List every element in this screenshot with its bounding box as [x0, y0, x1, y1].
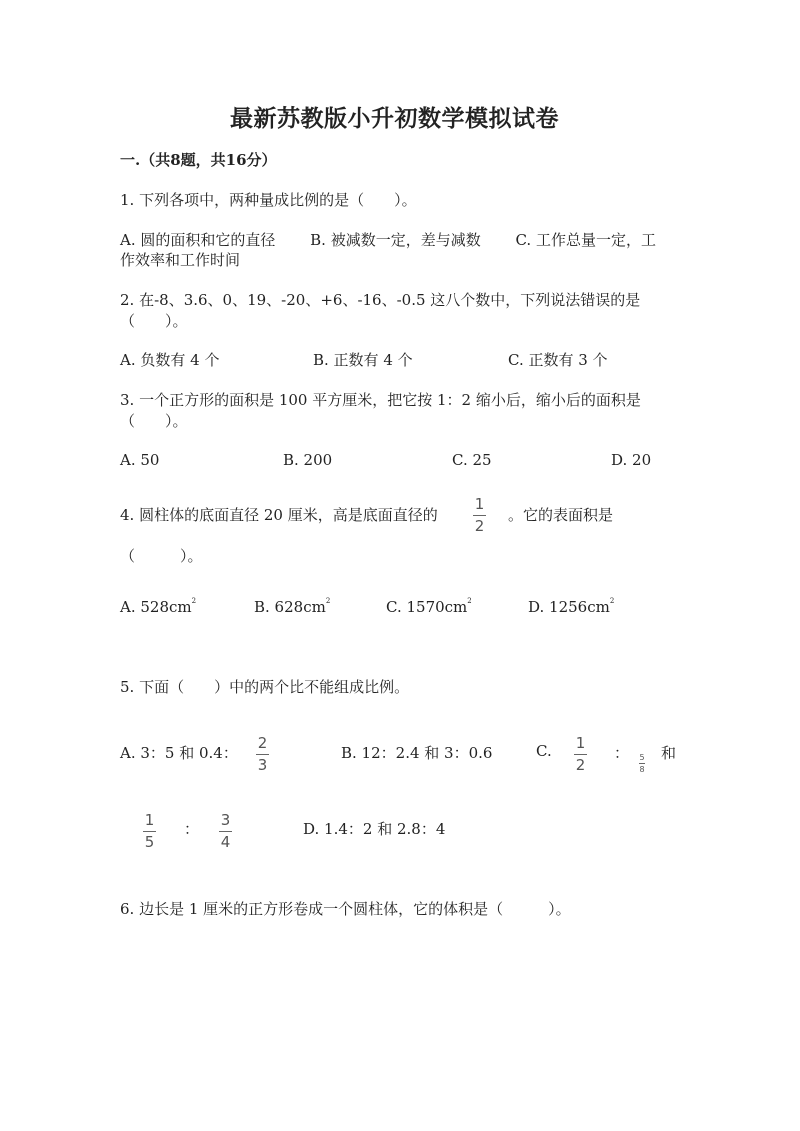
fraction-five-eighths: [639, 753, 645, 774]
ratio-colon: ：: [184, 820, 200, 838]
question-2-option-c: C. 正数有 3 个: [508, 351, 608, 369]
option-d-text: D. 1256cm: [528, 598, 610, 616]
fraction-numerator: 2: [257, 734, 268, 752]
question-5-stem: 5. 下面（ ）中的两个比不能组成比例。: [120, 678, 410, 696]
question-4-stem-line-2: （ ）。: [120, 547, 203, 565]
fraction-numerator: 1: [474, 495, 485, 513]
fraction-bar: [256, 754, 269, 755]
fraction-one-half: [473, 496, 486, 535]
question-2-stem-line-2: （ ）。: [120, 312, 188, 330]
question-3-stem-line-1: 3. 一个正方形的面积是 100 平方厘米，把它按 1：2 缩小后，缩小后的面积是: [120, 391, 641, 409]
fraction-numerator: 1: [144, 811, 155, 829]
question-5-option-d: D. 1.4：2 和 2.8：4: [303, 820, 446, 838]
fraction-one-half: [574, 735, 587, 774]
question-4-stem-part-2: 。它的表面积是: [508, 506, 614, 524]
fraction-numerator: 5: [639, 753, 645, 762]
fraction-denominator: 8: [639, 765, 645, 774]
fraction-numerator: 3: [220, 811, 231, 829]
option-b-text: B. 628cm: [254, 598, 326, 616]
question-5-option-b: B. 12：2.4 和 3：0.6: [341, 744, 493, 762]
question-4-stem-part-1: 4. 圆柱体的底面直径 20 厘米，高是底面直径的: [120, 506, 438, 524]
fraction-numerator: 1: [575, 734, 586, 752]
option-a-text: A. 528cm: [120, 598, 192, 616]
fraction-bar: [143, 831, 156, 832]
question-4-option-b: [254, 598, 330, 616]
fraction-one-fifth: [143, 812, 156, 851]
conjunction-and: 和: [661, 744, 677, 762]
fraction-denominator: 4: [220, 833, 231, 851]
squared-superscript: 2: [325, 597, 331, 605]
question-3-option-a: A. 50: [120, 451, 160, 469]
fraction-denominator: 2: [474, 517, 485, 535]
fraction-denominator: 2: [575, 756, 586, 774]
question-4-option-c: [386, 598, 472, 616]
question-4-option-d: [528, 598, 614, 616]
question-1-options-line-2: 作效率和工作时间: [120, 251, 241, 269]
fraction-denominator: 3: [257, 756, 268, 774]
page-title: 最新苏教版小升初数学模拟试卷: [230, 105, 559, 132]
question-3-option-b: B. 200: [283, 451, 333, 469]
fraction-bar: [574, 754, 587, 755]
squared-superscript: 2: [609, 597, 615, 605]
question-5-option-c-label: C.: [536, 742, 552, 760]
question-3-option-d: D. 20: [611, 451, 652, 469]
squared-superscript: 2: [467, 597, 472, 605]
ratio-colon: ：: [614, 744, 630, 762]
question-1-stem: 1. 下列各项中，两种量成比例的是（ ）。: [120, 191, 417, 209]
question-3-option-c: C. 25: [452, 451, 492, 469]
fraction-bar: [473, 515, 486, 516]
question-2-stem-line-1: 2. 在-8、3.6、0、19、-20、+6、-16、-0.5 这八个数中，下列说法错误的是: [120, 291, 641, 309]
question-6-stem: 6. 边长是 1 厘米的正方形卷成一个圆柱体，它的体积是（ ）。: [120, 900, 571, 918]
question-2-option-b: B. 正数有 4 个: [313, 351, 413, 369]
question-1-options-line-1: A. 圆的面积和它的直径 B. 被减数一定，差与减数 C. 工作总量一定，工: [120, 231, 656, 249]
option-c-text: C. 1570cm: [386, 598, 468, 616]
section-heading: 一.（共8题，共16分）: [120, 151, 277, 169]
fraction-bar: [219, 831, 232, 832]
question-4-option-a: [120, 598, 196, 616]
question-5-option-a-text: A. 3：5 和 0.4：: [120, 744, 238, 762]
question-3-stem-line-2: （ ）。: [120, 412, 188, 430]
fraction-two-thirds: [256, 735, 269, 774]
fraction-denominator: 5: [144, 833, 155, 851]
squared-superscript: 2: [191, 597, 197, 605]
question-2-option-a: A. 负数有 4 个: [120, 351, 220, 369]
fraction-three-quarters: [219, 812, 232, 851]
fraction-bar: [639, 763, 645, 764]
